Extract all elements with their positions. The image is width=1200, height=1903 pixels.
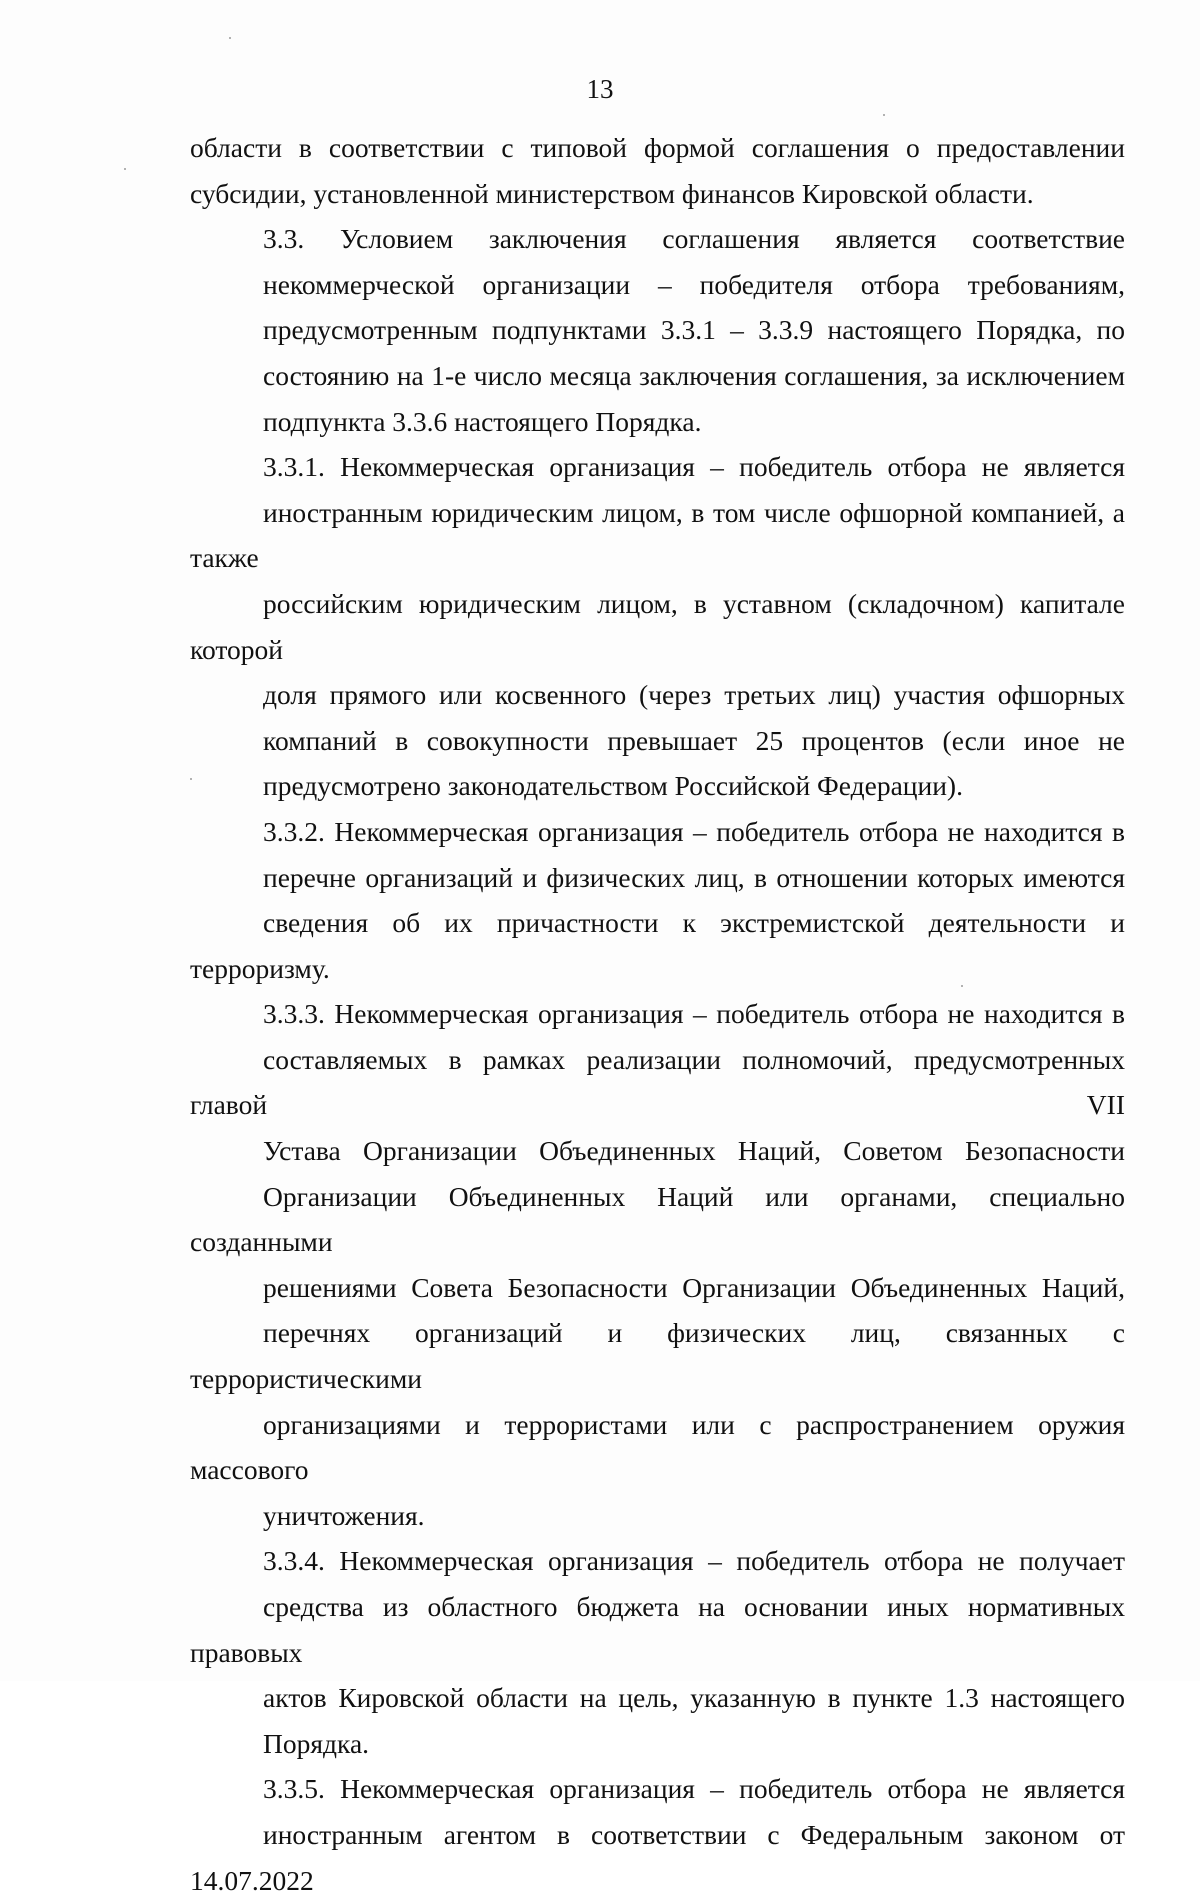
text-line: 3.3. Условием заключения соглашения является соответствие: [263, 223, 1125, 255]
text-line: 3.3.1. Некоммерческая организация – победитель отбора не является: [263, 451, 1125, 483]
text-line: перечнях организаций и физических лиц, связанных с террористическими: [190, 1317, 1125, 1395]
paragraph: [190, 991, 1125, 1538]
text-line: 3.3.4. Некоммерческая организация – победитель отбора не получает: [263, 1545, 1125, 1577]
text-line: Порядка.: [263, 1727, 370, 1759]
text-line: российским юридическим лицом, в уставном (складочном) капитале которой: [190, 587, 1125, 665]
paragraph: [190, 125, 1125, 216]
scan-speck: [124, 168, 126, 170]
paragraph: [190, 1538, 1125, 1766]
text-line: компаний в совокупности превышает 25 процентов (если иное не: [263, 724, 1125, 756]
text-line: уничтожения.: [263, 1499, 425, 1531]
page-number: 13: [586, 74, 614, 104]
scan-speck: [229, 37, 231, 39]
text-line: составляемых в рамках реализации полномочий, предусмотренных главой VII: [190, 1043, 1125, 1121]
text-line: 3.3.2. Некоммерческая организация – победитель отбора не находится в: [263, 815, 1125, 847]
text-line: подпункта 3.3.6 настоящего Порядка.: [263, 405, 702, 437]
paragraph: [190, 216, 1125, 444]
text-line: Устава Организации Объединенных Наций, Советом Безопасности: [263, 1135, 1125, 1167]
paragraph: [190, 1766, 1125, 1903]
text-line: иностранным юридическим лицом, в том числе офшорной компанией, а также: [190, 496, 1125, 574]
text-line: предусмотрено законодательством Российской Федерации).: [263, 770, 963, 802]
text-line: организациями и террористами или с распространением оружия массового: [190, 1408, 1125, 1486]
text-line: доля прямого или косвенного (через третьих лиц) участия офшорных: [263, 679, 1125, 711]
text-line: области в соответствии с типовой формой соглашения о предоставлении: [190, 132, 1125, 163]
text-line: актов Кировской области на цель, указанную в пункте 1.3 настоящего: [263, 1682, 1125, 1714]
text-line: иностранным агентом в соответствии с Федеральным законом от 14.07.2022: [190, 1818, 1125, 1896]
document-body: [190, 125, 1125, 1903]
text-line: некоммерческой организации – победителя отбора требованиям,: [263, 268, 1125, 300]
text-line: перечне организаций и физических лиц, в отношении которых имеются: [263, 861, 1125, 893]
text-line: предусмотренным подпунктами 3.3.1 – 3.3.9 настоящего Порядка, по: [263, 314, 1125, 346]
text-line: Организации Объединенных Наций или органами, специально созданными: [190, 1180, 1125, 1258]
paragraph: [190, 809, 1125, 991]
text-line: состоянию на 1-е число месяца заключения соглашения, за исключением: [263, 359, 1125, 391]
paragraph: [190, 444, 1125, 809]
text-line: 3.3.3. Некоммерческая организация – победитель отбора не находится в: [263, 998, 1125, 1030]
text-line: 3.3.5. Некоммерческая организация – победитель отбора не является: [263, 1773, 1125, 1805]
text-line: средства из областного бюджета на основании иных нормативных правовых: [190, 1591, 1125, 1668]
text-line: субсидии, установленной министерством финансов Кировской области.: [190, 177, 1034, 209]
text-line: решениями Совета Безопасности Организации Объединенных Наций,: [263, 1271, 1125, 1303]
scan-speck: [883, 114, 885, 116]
text-line: сведения об их причастности к экстремистской деятельности и терроризму.: [190, 907, 1125, 984]
